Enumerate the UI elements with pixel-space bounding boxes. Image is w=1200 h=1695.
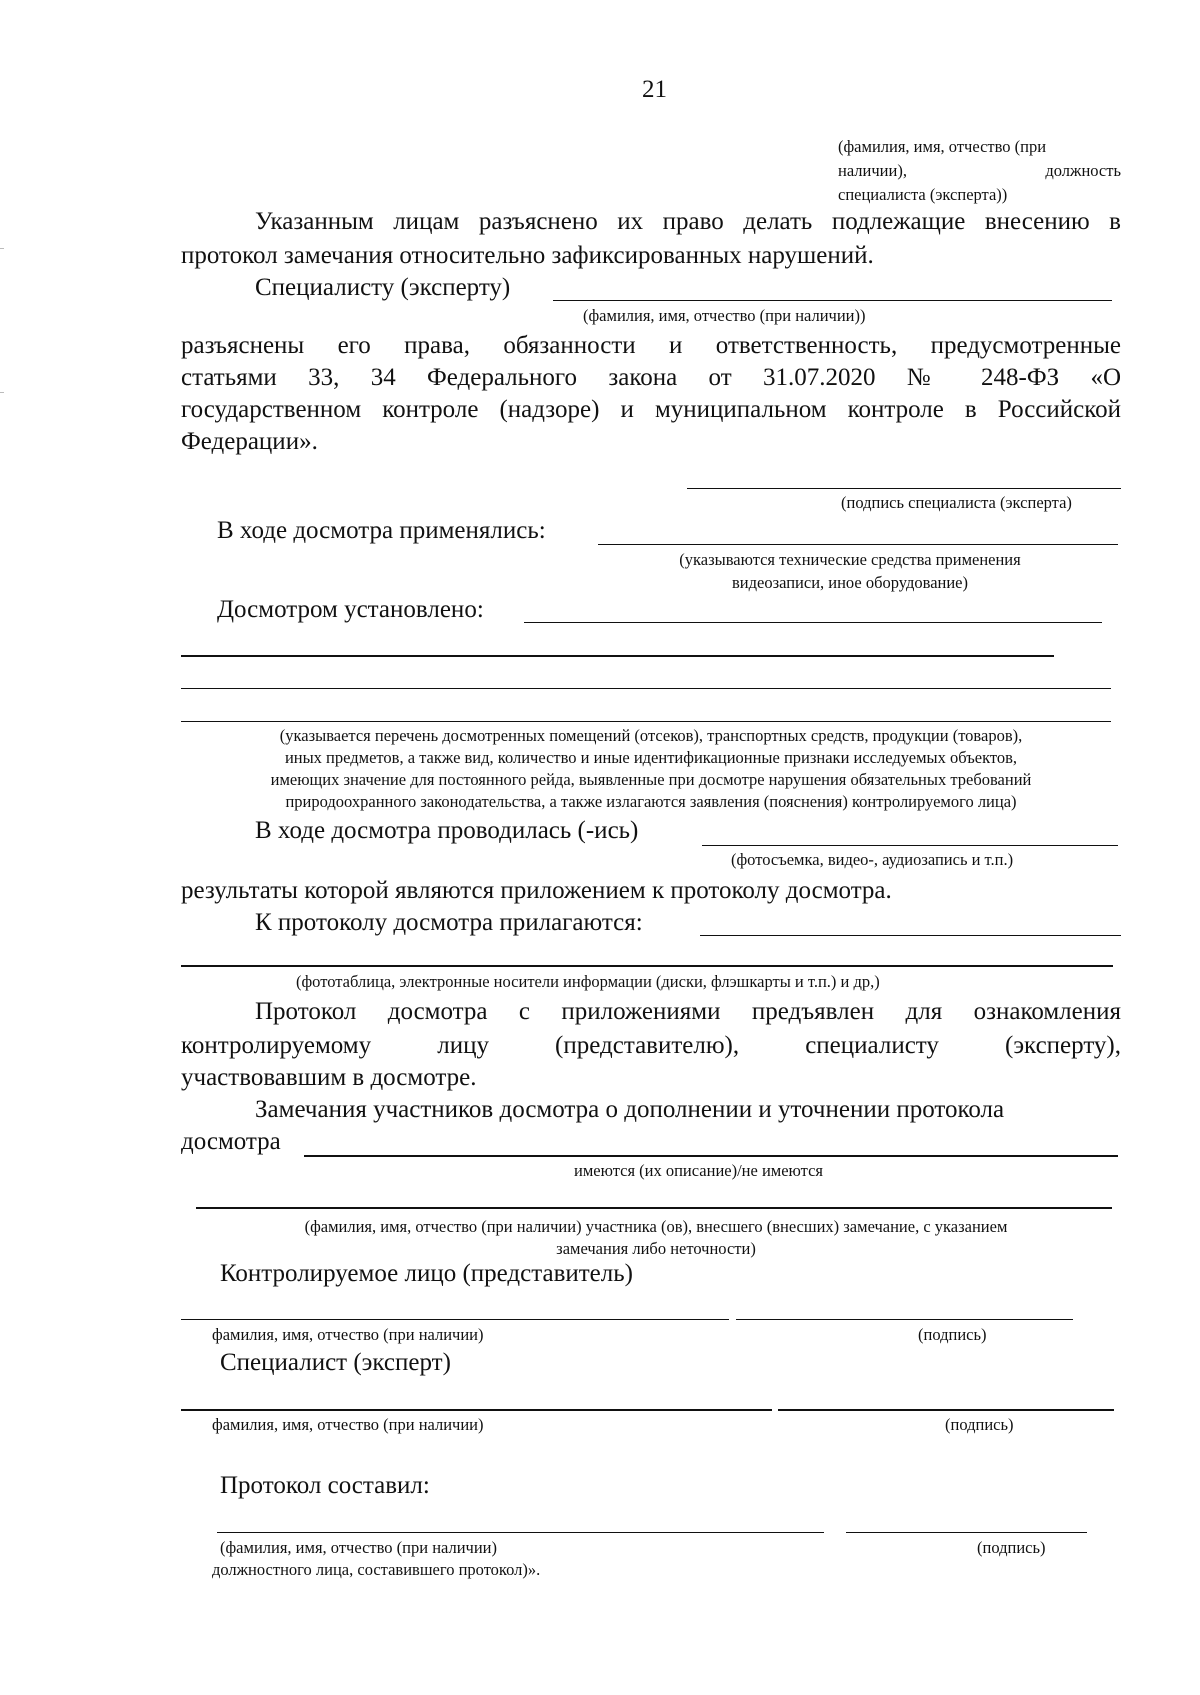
controlled-person-sign-field[interactable] (736, 1319, 1073, 1320)
specialist2-name-hint: фамилия, имя, отчество (при наличии) (212, 1415, 484, 1434)
controlled-person-sign-hint: (подпись) (918, 1325, 987, 1344)
remarks-author-field[interactable] (196, 1207, 1112, 1209)
specialist-signature-hint: (подпись специалиста (эксперта) (841, 493, 1072, 512)
specialist-hint: (фамилия, имя, отчество (при наличии)) (583, 306, 866, 325)
established-field-4[interactable] (181, 721, 1111, 722)
composer-name-field[interactable] (217, 1532, 824, 1533)
established-label: Досмотром установлено: (217, 596, 484, 623)
established-hint-4: природоохранного законодательства, а также излагаются заявления (пояснения) контролируемого лица) (285, 792, 1017, 811)
remarks-author-hint-2: замечания либо неточности) (556, 1239, 756, 1258)
composer-name-hint-1: (фамилия, имя, отчество (при наличии) (220, 1538, 498, 1557)
remarks-hint: имеются (их описание)/не имеются (574, 1161, 823, 1180)
specialist2-sign-hint: (подпись) (945, 1415, 1014, 1434)
composer-sign-field[interactable] (846, 1532, 1087, 1533)
means-field[interactable] (598, 544, 1118, 545)
attachments-hint: (фототаблица, электронные носители информации (диски, флэшкарты и т.п.) и др,) (296, 972, 880, 991)
means-hint-1: (указываются технические средства применения (679, 550, 1021, 569)
remarks-author-hint-1: (фамилия, имя, отчество (при наличии) участника (ов), внесшего (внесших) замечание, с указанием (304, 1217, 1008, 1236)
remarks-line-1: Замечания участников досмотра о дополнении и уточнении протокола (255, 1096, 1005, 1123)
specialist2-label: Специалист (эксперт) (220, 1349, 451, 1376)
explained-line-3: государственном контроле (надзоре) и муниципальном контроле в Российской (181, 396, 1121, 423)
remarks-line-2: досмотра (181, 1128, 281, 1155)
attachments-field-2[interactable] (181, 965, 1113, 967)
specialist-label: Специалисту (эксперту) (255, 274, 511, 301)
recording-field[interactable] (702, 845, 1118, 846)
recording-label: В ходе досмотра проводилась (-ись) (255, 817, 639, 844)
attachments-label: К протоколу досмотра прилагаются: (255, 909, 643, 936)
rights-paragraph-line-2: протокол замечания относительно зафиксированных нарушений. (181, 242, 874, 269)
established-field-3[interactable] (181, 688, 1111, 689)
rights-paragraph-line-1: Указанным лицам разъяснено их право делать подлежащие внесению в (255, 208, 1121, 235)
controlled-person-label: Контролируемое лицо (представитель) (220, 1260, 633, 1287)
presented-line-3: участвовавшим в досмотре. (181, 1064, 477, 1091)
composer-label: Протокол составил: (220, 1472, 430, 1499)
composer-sign-hint: (подпись) (977, 1538, 1046, 1557)
established-hint-2: иных предметов, а также вид, количество и иные идентификационные признаки исследуемых объектов, (284, 748, 1018, 767)
specialist-name-field[interactable] (553, 300, 1112, 301)
established-hint-3: имеющих значение для постоянного рейда, выявленные при досмотре нарушения обязательных требований (270, 770, 1032, 789)
top-note-text-1: (фамилия, имя, отчество (при (838, 137, 1047, 156)
explained-line-1: разъяснены его права, обязанности и ответственность, предусмотренные (181, 332, 1121, 359)
presented-line-2: контролируемому лицу (представителю), специалисту (эксперту), (181, 1032, 1121, 1059)
established-hint-1: (указывается перечень досмотренных помещений (отсеков), транспортных средств, продукции (товаров), (279, 726, 1023, 745)
specialist-signature-field[interactable] (687, 488, 1121, 489)
specialist2-name-field[interactable] (181, 1409, 772, 1411)
recording-result: результаты которой являются приложением к протоколу досмотра. (181, 877, 892, 904)
top-note-line-1 (838, 136, 1121, 157)
top-note-line-3: специалиста (эксперта)) (838, 185, 1008, 204)
page-number: 21 (642, 76, 667, 103)
attachments-field-1[interactable] (700, 935, 1121, 936)
means-hint-2: видеозаписи, иное оборудование) (732, 573, 968, 592)
explained-line-2: статьями 33, 34 Федерального закона от 31.07.2020 № 248-ФЗ «О (181, 364, 1121, 391)
explained-line-4: Федерации». (181, 428, 318, 455)
composer-name-hint-2: должностного лица, составившего протокол)». (212, 1560, 541, 1579)
controlled-person-name-field[interactable] (181, 1319, 729, 1320)
recording-hint: (фотосъемка, видео-, аудиозапись и т.п.) (731, 850, 1014, 869)
presented-line-1: Протокол досмотра с приложениями предъявлен для ознакомления (255, 998, 1121, 1025)
remarks-field[interactable] (304, 1155, 1118, 1157)
means-label: В ходе досмотра применялись: (217, 517, 546, 544)
established-field-1[interactable] (524, 622, 1102, 623)
controlled-person-name-hint: фамилия, имя, отчество (при наличии) (212, 1325, 484, 1344)
specialist2-sign-field[interactable] (778, 1409, 1114, 1411)
established-field-2[interactable] (181, 655, 1054, 657)
top-note-line-2: наличии), должность (838, 161, 1121, 180)
